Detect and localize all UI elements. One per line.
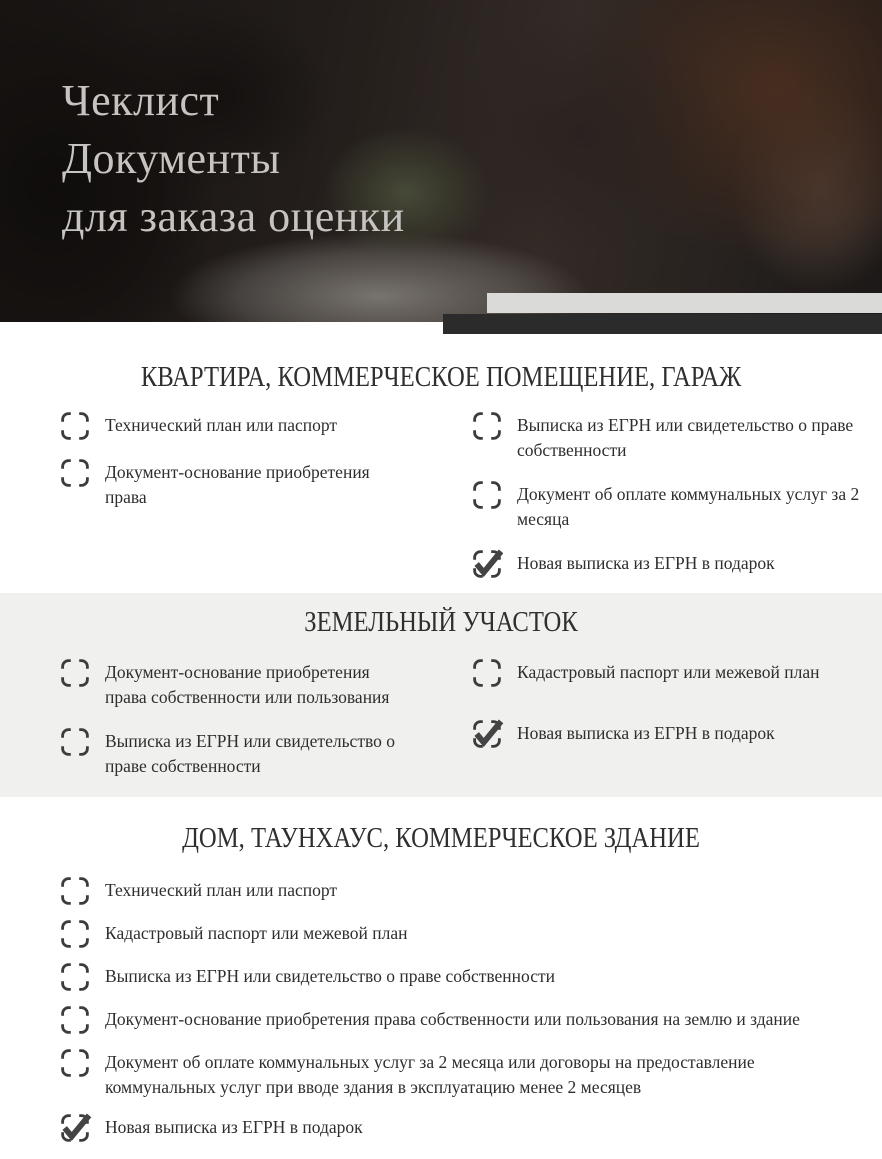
item-label: Новая выписка из ЕГРН в подарок [517, 553, 775, 573]
checkbox-checked-icon[interactable] [472, 549, 502, 579]
item-label: Выписка из ЕГРН или свидетельство о праве собственности [517, 415, 854, 460]
checkbox-icon[interactable] [60, 919, 90, 949]
page-title-line: Чеклист [62, 76, 220, 125]
checkbox-icon[interactable] [472, 480, 502, 510]
column-left [60, 657, 412, 779]
column-left [60, 410, 412, 579]
item-label: Документ-основание приобретения права собственности или пользования [105, 662, 390, 707]
checklist-item [60, 457, 412, 510]
section-apartment [0, 322, 882, 579]
checkbox-icon[interactable] [60, 1048, 90, 1078]
section-land-plot [0, 593, 882, 797]
item-label: Технический план или паспорт [105, 415, 338, 435]
item-label: Кадастровый паспорт или межевой план [517, 662, 820, 682]
item-label: Документ об оплате коммунальных услуг за 2 месяца или договоры на предоставление коммунальных услуг при вводе здания в эксплуатацию менее 2 месяцев [105, 1052, 755, 1097]
page-title [62, 72, 405, 246]
item-label: Документ-основание приобретения права собственности или пользования на землю и здание [105, 1009, 800, 1029]
page-title-line: для заказа оценки [62, 192, 405, 241]
checkbox-checked-icon[interactable] [60, 1113, 90, 1143]
checkbox-icon[interactable] [60, 727, 90, 757]
section-title: ЗЕМЕЛЬНЫЙ УЧАСТОК [304, 607, 578, 638]
checklist-item [60, 1047, 882, 1100]
column-right [472, 657, 882, 779]
item-label: Новая выписка из ЕГРН в подарок [105, 1117, 363, 1137]
checklist-item [472, 479, 882, 532]
checklist-item [60, 1004, 882, 1035]
decor-light-bar [487, 293, 882, 313]
checkbox-icon[interactable] [60, 411, 90, 441]
item-label: Документ-основание приобретения права [105, 462, 370, 507]
checklist-item [60, 918, 882, 949]
checkbox-icon[interactable] [60, 1005, 90, 1035]
section-columns [0, 657, 882, 779]
checkbox-icon[interactable] [472, 411, 502, 441]
checkbox-icon[interactable] [60, 876, 90, 906]
checkbox-icon[interactable] [60, 962, 90, 992]
section-columns [0, 410, 882, 579]
item-label: Технический план или паспорт [105, 880, 338, 900]
checkbox-checked-icon[interactable] [472, 719, 502, 749]
checklist-item [472, 657, 882, 688]
item-label: Кадастровый паспорт или межевой план [105, 923, 408, 943]
section-title: КВАРТИРА, КОММЕРЧЕСКОЕ ПОМЕЩЕНИЕ, ГАРАЖ [140, 362, 742, 393]
column-right [472, 410, 882, 579]
hero-photo [0, 0, 882, 322]
section-house [0, 797, 882, 1143]
checkbox-icon[interactable] [60, 458, 90, 488]
checklist-item [472, 548, 882, 579]
item-label: Новая выписка из ЕГРН в подарок [517, 723, 775, 743]
checklist-item [60, 961, 882, 992]
page-title-line: Документы [62, 134, 281, 183]
checklist-item [60, 410, 412, 441]
item-label: Документ об оплате коммунальных услуг за 2 месяца [517, 484, 860, 529]
checklist-item [472, 718, 882, 749]
checklist-item [472, 410, 882, 463]
section-items [0, 875, 882, 1143]
checkbox-icon[interactable] [472, 658, 502, 688]
item-label: Выписка из ЕГРН или свидетельство о праве собственности [105, 966, 556, 986]
checklist-item [60, 875, 882, 906]
checklist-item [60, 726, 412, 779]
item-label: Выписка из ЕГРН или свидетельство о праве собственности [105, 731, 395, 776]
checklist-item [60, 1112, 882, 1143]
checklist-item [60, 657, 412, 710]
section-title: ДОМ, ТАУНХАУС, КОММЕРЧЕСКОЕ ЗДАНИЕ [182, 823, 700, 854]
checkbox-icon[interactable] [60, 658, 90, 688]
decor-dark-bar [443, 314, 882, 334]
